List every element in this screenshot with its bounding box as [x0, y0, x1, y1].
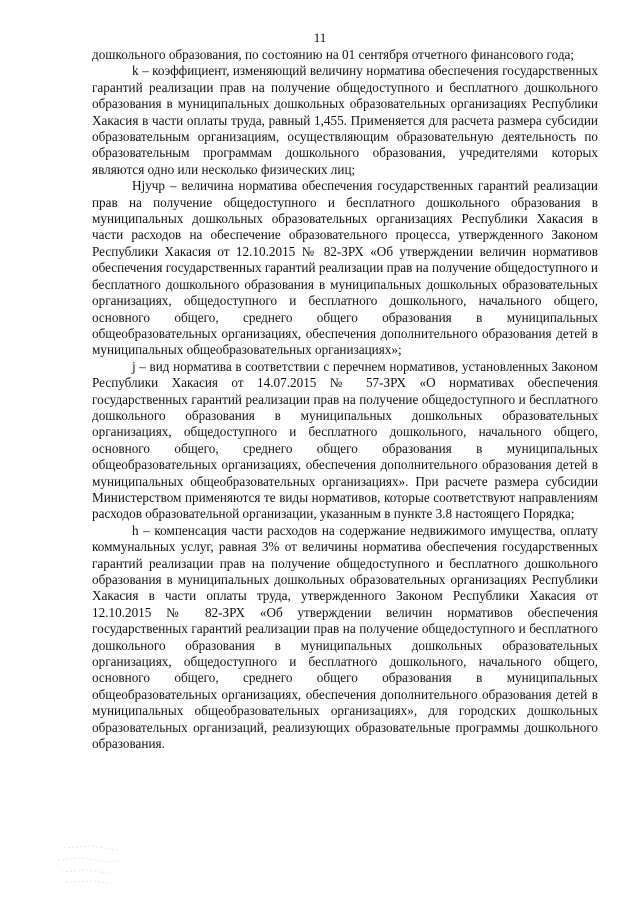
paragraph-norm-hjuchr: Hjучр – величина норматива обеспечения государственных гарантий реализации прав на получение общедоступного и бесплатного дошкольного образования в муниципальных дошкольных образовательных организациях Республики Хакасия в части расходов на обеспечение образовательного процесса, утвержденного Законом Республики Хакасия от 12.10.2015 № 82-ЗРХ «Об утверждении величин нормативов обеспечения государственных гарантий реализации прав на получение общедоступного и бесплатного дошкольного образования в муниципальных дошкольных образовательных организациях, общедоступного и бесплатного дошкольного, начального общего, основного общего, среднего общего образования в муниципальных общеобразовательных организациях, обеспечения дополнительного образования детей в муниципальных общеобразовательных организациях»;	[92, 178, 598, 358]
paragraph-compensation-h: h – компенсация части расходов на содержание недвижимого имущества, оплату коммунальных услуг, равная 3% от величины норматива обеспечения государственных гарантий реализации прав на получение общедоступного и бесплатного дошкольного образования в муниципальных дошкольных образовательных организациях Республики Хакасия в части оплаты труда, утвержденного Законом Республики Хакасия от 12.10.2015 № 82-ЗРХ «Об утверждении величин нормативов обеспечения государственных гарантий реализации прав на получение общедоступного и бесплатного дошкольного образования в муниципальных дошкольных образовательных организациях, общедоступного и бесплатного дошкольного, начального общего, основного общего, среднего общего образования в муниципальных общеобразовательных организациях, обеспечения дополнительного образования детей в муниципальных общеобразовательных организациях», для городских дошкольных образовательных организаций, реализующих образовательные программы дошкольного образования.	[92, 522, 598, 752]
faint-scan-stamp-icon	[52, 836, 127, 891]
paragraph-coefficient-k: k – коэффициент, изменяющий величину норматива обеспечения государственных гарантий реализации прав на получение общедоступного и бесплатного дошкольного образования в муниципальных дошкольных образовательных организациях Республики Хакасия в части оплаты труда, равный 1,455. Применяется для расчета размера субсидии образовательным организациям, осуществляющим образовательную деятельность по образовательным программам дошкольного образования, учредителями которых являются одно или несколько физических лиц;	[92, 63, 598, 177]
paragraph-norm-type-j: j – вид норматива в соответствии с перечнем нормативов, установленных Законом Республики Хакасия от 14.07.2015 № 57-ЗРХ «О нормативах обеспечения государственных гарантий реализации прав на получение общедоступного и бесплатного дошкольного образования в муниципальных дошкольных образовательных организациях, общедоступного и бесплатного дошкольного, начального общего, основного общего, среднего общего образования в муниципальных общеобразовательных организациях, обеспечения дополнительного образования детей в муниципальных общеобразовательных организациях». При расчете размера субсидии Министерством применяются те виды нормативов, которые соответствуют направлениям расходов образовательной организации, указанным в пункте 3.8 настоящего Порядка;	[92, 358, 598, 522]
page-number: 11	[313, 30, 327, 45]
paragraph-continuation: дошкольного образования, по состоянию на 01 сентября отчетного финансового года;	[92, 47, 575, 62]
document-body	[92, 47, 598, 752]
